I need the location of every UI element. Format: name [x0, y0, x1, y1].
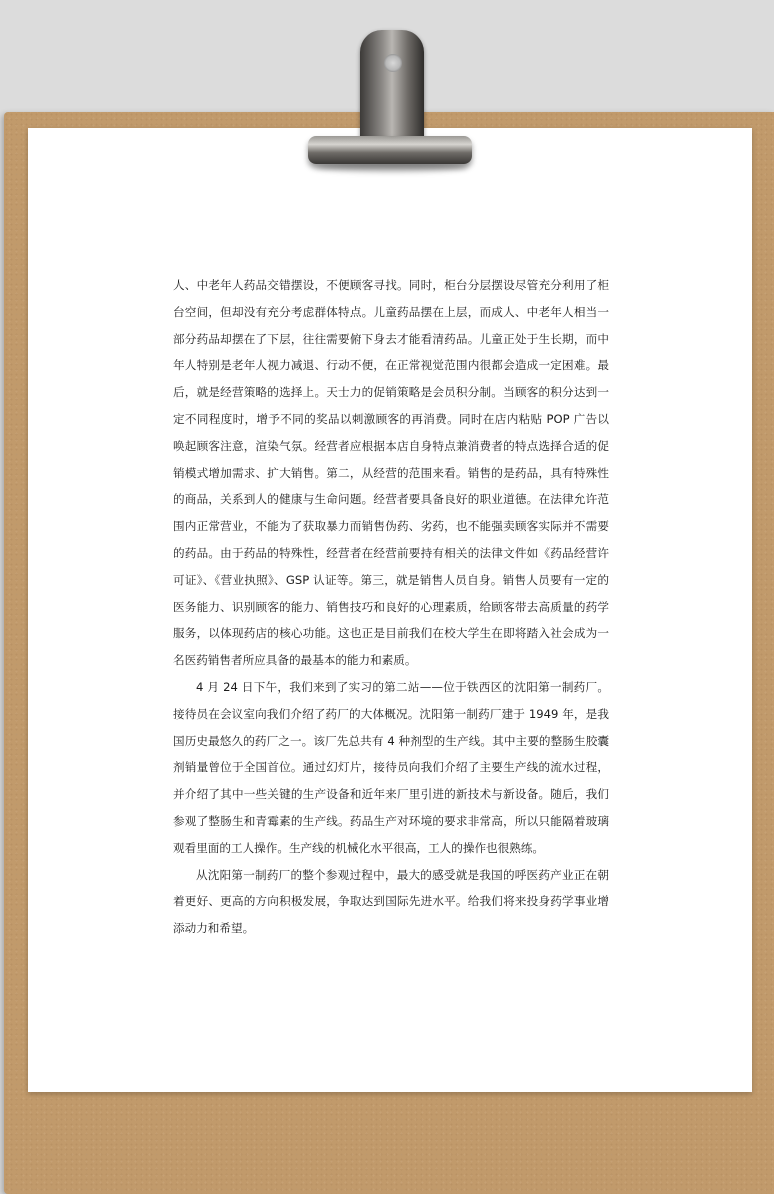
clip-hole [384, 54, 402, 72]
binder-clip-icon [304, 26, 476, 178]
document-body [173, 272, 609, 942]
paragraph-2: 4 月 24 日下午，我们来到了实习的第二站——位于铁西区的沈阳第一制药厂。接待员在会议室向我们介绍了药厂的大体概况。沈阳第一制药厂建于 1949 年，是我国历史最悠久的药厂之一。该厂先总共有 4 种剂型的生产线。其中主要的整肠生胶囊剂销量曾位于全国首位。通过幻灯片，接待员向我们介绍了主要生产线的流水过程，并介绍了其中一些关键的生产设备和近年来厂里引进的新技术与新设备。随后，我们参观了整肠生和青霉素的生产线。药品生产对环境的要求非常高，所以只能隔着玻璃观看里面的工人操作。生产线的机械化水平很高，工人的操作也很熟练。 [173, 679, 609, 855]
paragraph-3: 从沈阳第一制药厂的整个参观过程中，最大的感受就是我国的呼医药产业正在朝着更好、更高的方向积极发展，争取达到国际先进水平。给我们将来投身药学事业增添动力和希望。 [173, 867, 609, 936]
clip-jaw [308, 136, 472, 164]
paragraph-1: 人、中老年人药品交错摆设，不便顾客寻找。同时，柜台分层摆设尽管充分利用了柜台空间，但却没有充分考虑群体特点。儿童药品摆在上层，而成人、中老年人相当一部分药品却摆在了下层，往往需要俯下身去才能看清药品。儿童正处于生长期，而中年人特别是老年人视力减退、行动不便，在正常视觉范围内很都会造成一定困难。最后，就是经营策略的选择上。天士力的促销策略是会员积分制。当顾客的积分达到一定不同程度时，增予不同的奖品以刺激顾客的再消费。同时在店内粘贴 POP 广告以唤起顾客注意，渲染气氛。经营者应根据本店自身特点兼消费者的特点选择合适的促销模式增加需求、扩大销售。第二，从经营的范围来看。销售的是药品，具有特殊性的商品，关系到人的健康与生命问题。经营者要具备良好的职业道德。在法律允许范围内正常营业，不能为了获取暴力而销售伪药、劣药，也不能强卖顾客实际并不需要的药品。由于药品的特殊性，经营者在经营前要持有相关的法律文件如《药品经营许可证》、《营业执照》、GSP 认证等。第三，就是销售人员自身。销售人员要有一定的医务能力、识别顾客的能力、销售技巧和良好的心理素质，给顾客带去高质量的药学服务，以体现药店的核心功能。这也正是目前我们在校大学生在即将踏入社会成为一名医药销售者所应具备的最基本的能力和素质。 [173, 278, 609, 668]
